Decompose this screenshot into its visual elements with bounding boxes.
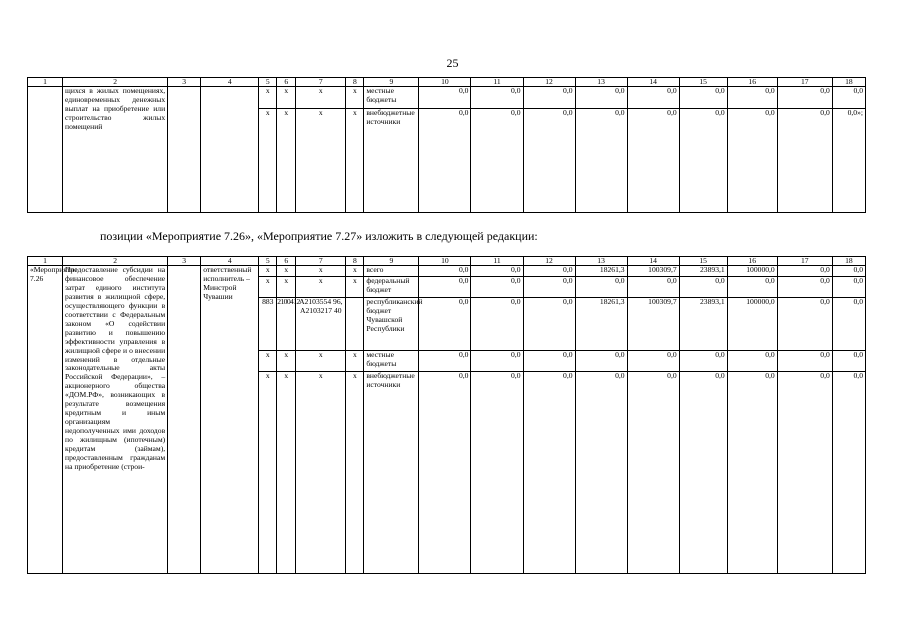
col-number: 10: [419, 78, 471, 87]
cell-value: 0,0: [777, 372, 832, 574]
col-number: 10: [419, 257, 471, 266]
cell-value: 0,0: [419, 87, 471, 109]
cell-expense-group: х: [346, 351, 364, 372]
measure-number: «Мероприятие 7.26: [28, 266, 63, 574]
cell-value: 0,0: [679, 87, 727, 109]
col-number: 8: [346, 78, 364, 87]
cell-value: 0,0: [471, 266, 523, 277]
cell-value: 0,0: [727, 372, 777, 574]
section-heading: позиции «Мероприятие 7.26», «Мероприятие 7.27» изложить в следующей редакции:: [100, 229, 538, 243]
page-number: 25: [446, 56, 459, 70]
table-new-edition: [27, 256, 866, 574]
cell-value: 23893,1: [679, 266, 727, 277]
col-number: 13: [575, 257, 627, 266]
cell-value: 0,0: [419, 109, 471, 213]
measure-description: Предоставление субсидии на финансовое обеспечение затрат единого института развития в жилищной сфере, осуществляющего функции в соответствии с Федеральным законом «О содействии развитию и повышению эффективности управления в жилищной сфере и о внесении изменений в отдельные законодательные акты Российской Федерации», – акционерного общества «ДОМ.РФ», возникающих в результате возмещения кредитным и иным организациям недополученных ими доходов по жилищным (ипотечным) кредитам (займам), предоставленным гражданам на приобретение (строи-: [63, 266, 168, 574]
cell-section: х: [277, 87, 296, 109]
col-number: 8: [346, 257, 364, 266]
col-number: 7: [296, 78, 346, 87]
col-number: 15: [679, 257, 727, 266]
col-number: 9: [364, 78, 419, 87]
cell-value: 0,0: [627, 109, 679, 213]
col-number: 12: [523, 78, 575, 87]
cell-value: 0,0: [471, 372, 523, 574]
cell-value: 18261,3: [575, 298, 627, 351]
cell-value: 0,0: [679, 277, 727, 298]
cell-value: 0,0: [627, 277, 679, 298]
cell-grbs: х: [259, 109, 277, 213]
cell-expense-group: х: [346, 87, 364, 109]
col-number: 1: [28, 257, 63, 266]
cell-value: 0,0: [727, 87, 777, 109]
cell-grbs: х: [259, 266, 277, 277]
cell-value: 18261,3: [575, 266, 627, 277]
col-number: 5: [259, 257, 277, 266]
cell-section: х: [277, 351, 296, 372]
cell-value: 0,0: [471, 298, 523, 351]
cell-value: 0,0: [575, 109, 627, 213]
cell-value: 0,0: [727, 351, 777, 372]
cell-value: 0,0: [523, 372, 575, 574]
cell-target-article: х: [296, 277, 346, 298]
col-number: 16: [727, 78, 777, 87]
cell-value: 100000,0: [727, 298, 777, 351]
cell-value: 0,0: [471, 351, 523, 372]
table-continuation: [27, 77, 866, 213]
col-number: 5: [259, 78, 277, 87]
cell-source: федеральный бюджет: [364, 277, 419, 298]
col-number: 12: [523, 257, 575, 266]
cell-source: местные бюджеты: [364, 351, 419, 372]
col-number: 2: [63, 257, 168, 266]
col-number: 7: [296, 257, 346, 266]
cell-source: всего: [364, 266, 419, 277]
col-number: 16: [727, 257, 777, 266]
cell-value: 0,0: [523, 351, 575, 372]
cell-target-article: х: [296, 109, 346, 213]
col-number: 1: [28, 78, 63, 87]
cell-value: 0,0: [832, 277, 865, 298]
cell-value: 0,0: [471, 277, 523, 298]
cell-section: х: [277, 266, 296, 277]
cell-value: 0,0: [575, 351, 627, 372]
cell-target-article: А2103554 96, А2103217 40: [296, 298, 346, 351]
cell-value: 0,0: [419, 277, 471, 298]
col-number: 15: [679, 78, 727, 87]
col-number: 9: [364, 257, 419, 266]
cell-value: 0,0: [523, 266, 575, 277]
cell-value: 0,0: [419, 351, 471, 372]
cell-section: х: [277, 109, 296, 213]
cell-source: внебюджетные источники: [364, 372, 419, 574]
cell-grbs: х: [259, 277, 277, 298]
cell-empty: [168, 266, 201, 574]
cell-section: 2100412: [277, 298, 296, 351]
cell-target-article: х: [296, 87, 346, 109]
cell-expense-group: х: [346, 372, 364, 574]
cell-value: 0,0: [727, 109, 777, 213]
cell-empty: [201, 87, 259, 213]
cell-value: 0,0: [832, 351, 865, 372]
cell-empty: [28, 87, 63, 213]
cell-value: 0,0: [832, 372, 865, 574]
cell-value: 0,0: [419, 266, 471, 277]
col-number: 6: [277, 78, 296, 87]
cell-source: республиканский бюджет Чувашской Республики: [364, 298, 419, 351]
cell-value: 0,0: [832, 87, 865, 109]
cell-value: 0,0: [627, 372, 679, 574]
cell-grbs: х: [259, 351, 277, 372]
cell-value: 0,0: [627, 87, 679, 109]
cell-section: х: [277, 372, 296, 574]
col-number: 18: [832, 257, 865, 266]
cell-value: 23893,1: [679, 298, 727, 351]
col-number: 13: [575, 78, 627, 87]
cell-value: 0,0: [679, 372, 727, 574]
cell-value: 0,0: [832, 298, 865, 351]
measure-description: щихся в жилых помещениях, единовременных денежных выплат на приобретение или строительство жилых помещений: [63, 87, 168, 213]
cell-value: 0,0: [419, 372, 471, 574]
col-number: 4: [201, 257, 259, 266]
col-number: 17: [777, 78, 832, 87]
cell-expense-group: [346, 298, 364, 351]
cell-value: 0,0: [523, 298, 575, 351]
cell-value: 0,0: [523, 87, 575, 109]
cell-value: 0,0: [679, 351, 727, 372]
col-number: 3: [168, 257, 201, 266]
table-row: [28, 266, 866, 277]
responsible-executor: ответственный исполнитель – Минстрой Чувашии: [201, 266, 259, 574]
cell-value: 0,0: [727, 277, 777, 298]
cell-section: х: [277, 277, 296, 298]
col-number: 11: [471, 78, 523, 87]
cell-value: 0,0: [471, 87, 523, 109]
col-number: 14: [627, 257, 679, 266]
col-number: 6: [277, 257, 296, 266]
cell-source: внебюджетные источники: [364, 109, 419, 213]
col-number: 17: [777, 257, 832, 266]
cell-expense-group: х: [346, 109, 364, 213]
cell-value: 0,0: [523, 277, 575, 298]
col-number: 18: [832, 78, 865, 87]
cell-target-article: х: [296, 372, 346, 574]
col-number: 4: [201, 78, 259, 87]
cell-value: 0,0: [575, 372, 627, 574]
cell-value: 100000,0: [727, 266, 777, 277]
cell-value: 0,0: [419, 298, 471, 351]
cell-value: 0,0: [777, 298, 832, 351]
cell-value: 0,0: [575, 277, 627, 298]
table-row: [28, 87, 866, 109]
cell-expense-group: х: [346, 277, 364, 298]
col-number: 2: [63, 78, 168, 87]
cell-grbs: х: [259, 372, 277, 574]
cell-value: 0,0: [777, 351, 832, 372]
cell-grbs: х: [259, 87, 277, 109]
cell-value: 0,0: [777, 109, 832, 213]
cell-value: 0,0: [575, 87, 627, 109]
cell-value: 0,0: [777, 266, 832, 277]
cell-source: местные бюджеты: [364, 87, 419, 109]
cell-empty: [168, 87, 201, 213]
cell-value: 0,0: [627, 351, 679, 372]
cell-value: 0,0: [523, 109, 575, 213]
cell-target-article: х: [296, 266, 346, 277]
cell-value: 0,0: [777, 87, 832, 109]
cell-value: 0,0: [679, 109, 727, 213]
cell-target-article: х: [296, 351, 346, 372]
cell-value: 0,0: [777, 277, 832, 298]
cell-expense-group: х: [346, 266, 364, 277]
cell-grbs: 883: [259, 298, 277, 351]
cell-value: 100309,7: [627, 298, 679, 351]
cell-value: 0,0: [471, 109, 523, 213]
cell-value: 0,0: [832, 266, 865, 277]
col-number: 11: [471, 257, 523, 266]
cell-value: 100309,7: [627, 266, 679, 277]
cell-value: 0,0»;: [832, 109, 865, 213]
col-number: 14: [627, 78, 679, 87]
col-number: 3: [168, 78, 201, 87]
